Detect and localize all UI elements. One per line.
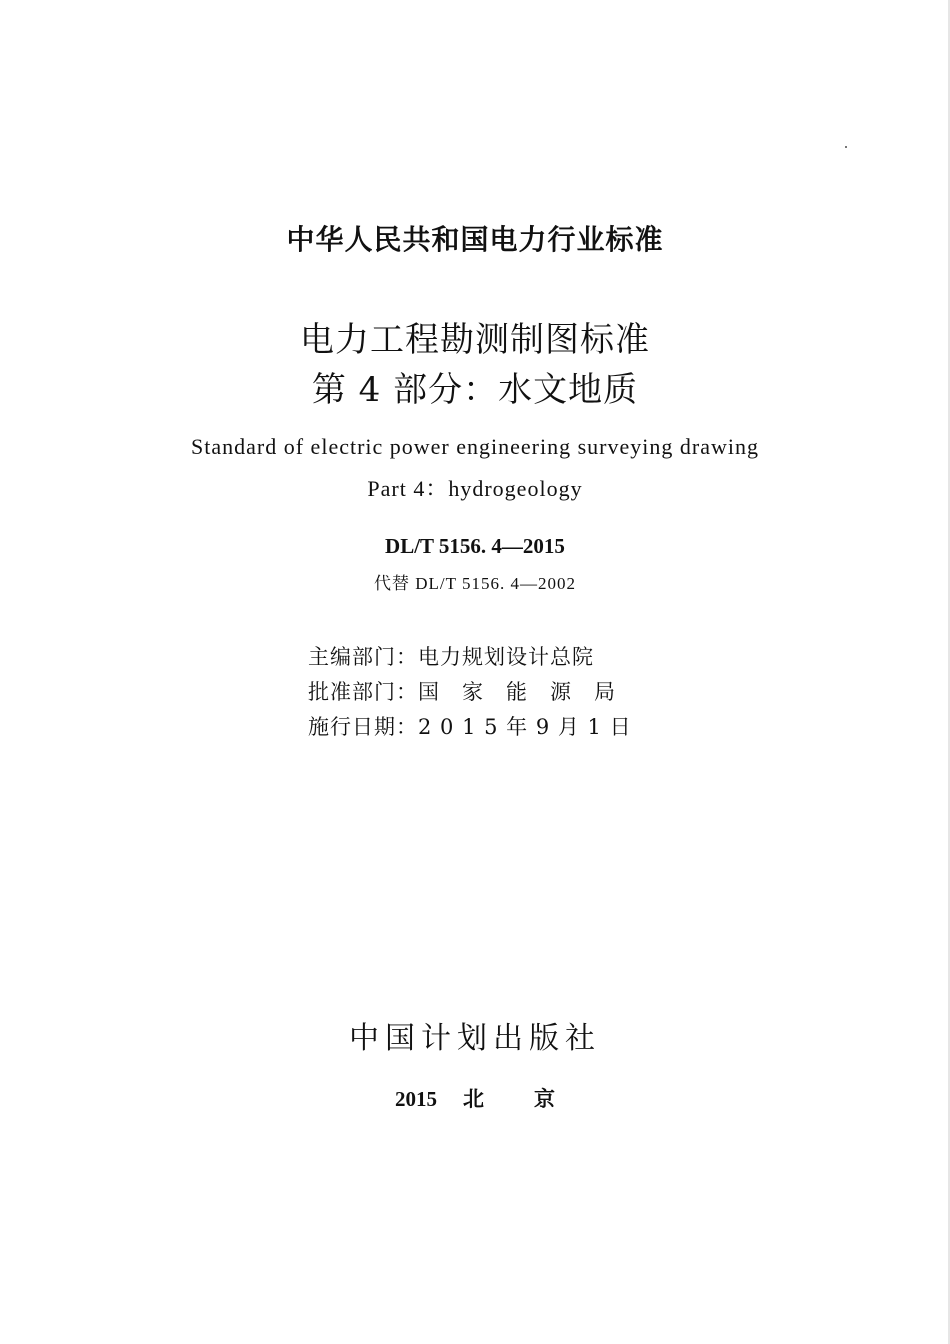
title-en-line-2: Part 4：hydrogeology [367,476,583,501]
title-en-line-1: Standard of electric power engineering surveying drawing [191,434,759,459]
standard-series-heading: 中华人民共和国电力行业标准 [286,223,664,256]
effective-date: 施行日期：2 0 1 5 年 9 月 1 日 [308,715,632,739]
editor-department: 主编部门：电力规划设计总院 [308,645,594,669]
publisher-name: 中国计划出版社 [349,1021,601,1056]
publication-city-char-1: 北 [463,1086,484,1111]
title-cn-line-2: 第 4 部分：水文地质 [311,370,639,410]
publication-year: 2015 [395,1087,437,1111]
replaces-code: 代替 DL/T 5156. 4—2002 [374,574,576,593]
scan-speck [845,146,847,148]
publication-year-place [0,1083,950,1113]
standard-code: DL/T 5156. 4—2015 [385,534,565,558]
publication-city-char-2: 京 [534,1086,555,1111]
approving-department: 批准部门：国 家 能 源 局 [308,680,616,704]
title-cn-line-1: 电力工程勘测制图标准 [300,320,650,360]
